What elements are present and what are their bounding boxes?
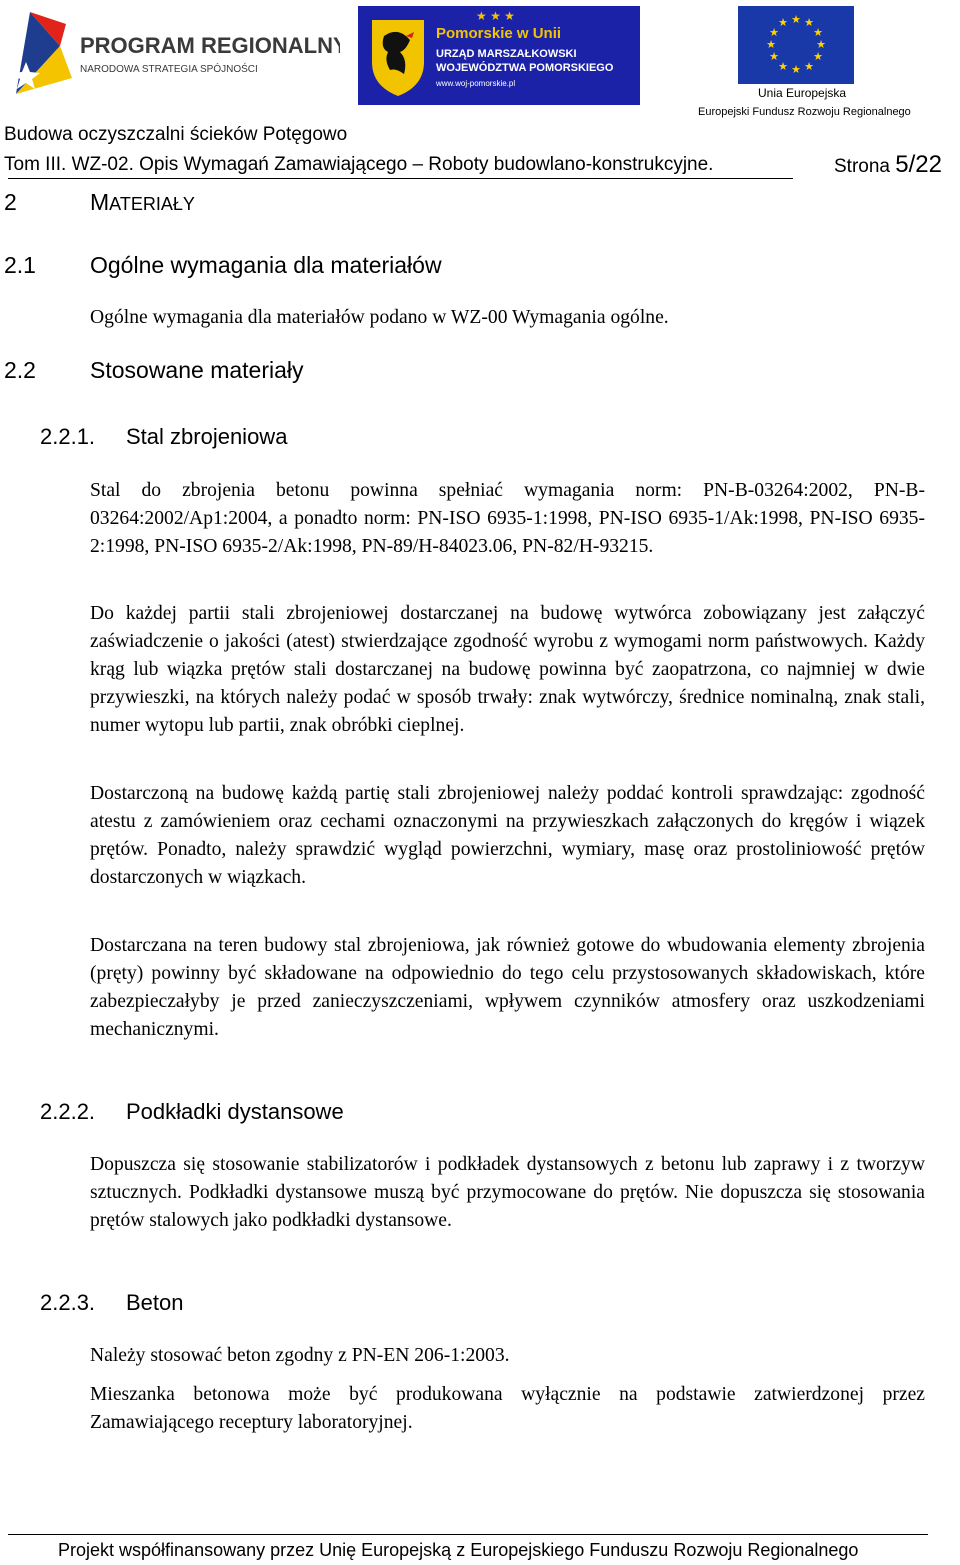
section-2-2-3-heading [40,1290,184,1316]
section-2-title-rest: ATERIAŁY [109,194,195,214]
pomorskie-title: Pomorskie w Unii [436,25,562,42]
pomorskie-line1: URZĄD MARSZAŁKOWSKI [436,48,577,60]
svg-text:★: ★ [778,60,788,73]
eu-flag-logo [738,6,854,84]
program-regionalny-emblem-icon [8,6,340,102]
svg-text:★ ★ ★: ★ ★ ★ [476,9,515,23]
svg-text:★: ★ [769,50,779,63]
section-2-2-3-number: 2.2.3. [40,1290,96,1315]
pomorskie-url: www.woj-pomorskie.pl [436,79,516,88]
section-2-2-2-heading [40,1099,344,1125]
svg-text:★: ★ [813,50,823,63]
section-2-2-1-number: 2.2.1. [40,424,96,449]
section-2-2-2-paragraph-1: Dopuszcza się stosowanie stabilizatorów i podkładek dystansowych z betonu lub zaprawy i z tworzyw sztucznych. Podkładki dystansowe muszą być przymocowane do prętów. Nie dopuszcza się stosowania prętów stalowych jako podkładki dystansowe. [90,1154,925,1231]
svg-text:★: ★ [804,16,814,29]
page-number: 5/22 [895,151,942,178]
pr-subtitle: NARODOWA STRATEGIA SPÓJNOŚCI [80,64,258,75]
section-2-2-2-title: Podkładki dystansowe [126,1099,344,1124]
eu-fund-caption: Europejski Fundusz Rozwoju Regionalnego [698,106,911,118]
document-project-title: Budowa oczyszczalni ścieków Potęgowo [4,124,348,145]
eu-stars-icon [738,6,854,84]
section-2-1-number: 2.1 [4,252,36,278]
section-2-2-number: 2.2 [4,357,36,383]
section-2-2-1-paragraph-4: Dostarczana na teren budowy stal zbrojeniowa, jak również gotowe do wbudowania elementy zbrojenia (pręty) powinny być składowane na odpowiednio do tego celu przystosowanych składowiskach, które zabezpieczałyby je przed zanieczyszczeniami, wpływem czynników atmosfery oraz uszkodzeniami mechanicznymi. [90,935,925,1040]
page-indicator [834,151,942,179]
svg-text:★: ★ [813,26,823,39]
eu-caption: Unia Europejska [758,86,847,100]
section-2-1-title: Ogólne wymagania dla materiałów [90,252,442,278]
section-2-2-3-paragraph-1: Należy stosować beton zgodny z PN-EN 206-1:2003. [90,1345,510,1366]
section-2-2-3-title: Beton [126,1290,184,1315]
section-2-2-heading [4,357,304,384]
section-2-2-2-number: 2.2.2. [40,1099,96,1124]
section-2-2-1-heading [40,424,288,450]
pomorskie-logo [358,6,640,105]
section-2-1-text: Ogólne wymagania dla materiałów podano w WZ-00 Wymagania ogólne. [90,307,669,328]
footer-cofinancing-note: Projekt współfinansowany przez Unię Europejską z Europejskiego Funduszu Rozwoju Regionalnego [58,1540,859,1560]
program-regionalny-logo [8,6,340,102]
pomorskie-griffin-icon [358,6,640,105]
section-2-2-3-paragraph-2: Mieszanka betonowa może być produkowana wyłącznie na podstawie zatwierdzonej przez Zamawiającego receptury laboratoryjnej. [90,1384,925,1433]
pr-title: PROGRAM REGIONALNY [80,33,340,58]
header-divider [8,178,793,179]
document-volume-title: Tom III. WZ-02. Opis Wymagań Zamawiającego – Roboty budowlano-konstrukcyjne. [4,154,714,175]
svg-text:★: ★ [816,38,826,51]
svg-text:★: ★ [766,38,776,51]
section-2-2-1-paragraph-2: Do każdej partii stali zbrojeniowej dostarczanej na budowę wytwórca zobowiązany jest załączyć zaświadczenie o jakości (atest) stwierdzające zgodność wyrobu z wymogami norm państwowych. Każdy krąg lub wiązka prętów stali dostarczanej na budowę powinna być zaopatrzona, co najmniej w dwie przywieszki, na których należy podać w sposób trwały: znak wytwórczy, średnice nominalną, znak stali, numer wytopu lub partii, znak obróbki cieplnej. [90,603,925,736]
section-2-2-1-paragraph-1: Stal do zbrojenia betonu powinna spełniać wymagania norm: PN-B-03264:2002, PN-B-03264:2002/Ap1:2004, a ponadto norm: PN-ISO 6935-1:1998, PN-ISO 6935-1/Ak:1998, PN-ISO 6935-2:1998, PN-ISO 6935-2/Ak:1998, PN-89/H-84023.06, PN-82/H-93215. [90,480,925,557]
svg-text:★: ★ [791,13,801,26]
section-2-number: 2 [4,189,17,215]
footer-divider [8,1534,928,1535]
pomorskie-line2: WOJEWÓDZTWA POMORSKIEGO [436,62,614,74]
svg-text:★: ★ [791,63,801,76]
section-2-heading [4,189,195,216]
svg-text:★: ★ [769,26,779,39]
svg-text:★: ★ [778,16,788,29]
section-2-2-title: Stosowane materiały [90,357,304,383]
section-2-2-1-paragraph-3: Dostarczoną na budowę każdą partię stali zbrojeniowej należy poddać kontroli sprawdzając: zgodność atestu z zamówieniem oraz cechami oznaczonymi na przywieszkach załączonych do kręgów i wiązek prętów. Ponadto, należy sprawdzić wygląd powierzchni, wymiary, masę oraz prostoliniowość prętów dostarczonych w wiązkach. [90,783,925,888]
section-2-title-initial: M [90,189,110,215]
section-2-1-heading [4,252,442,279]
svg-text:★: ★ [804,60,814,73]
page-label: Strona [834,156,896,177]
section-2-2-1-title: Stal zbrojeniowa [126,424,288,449]
